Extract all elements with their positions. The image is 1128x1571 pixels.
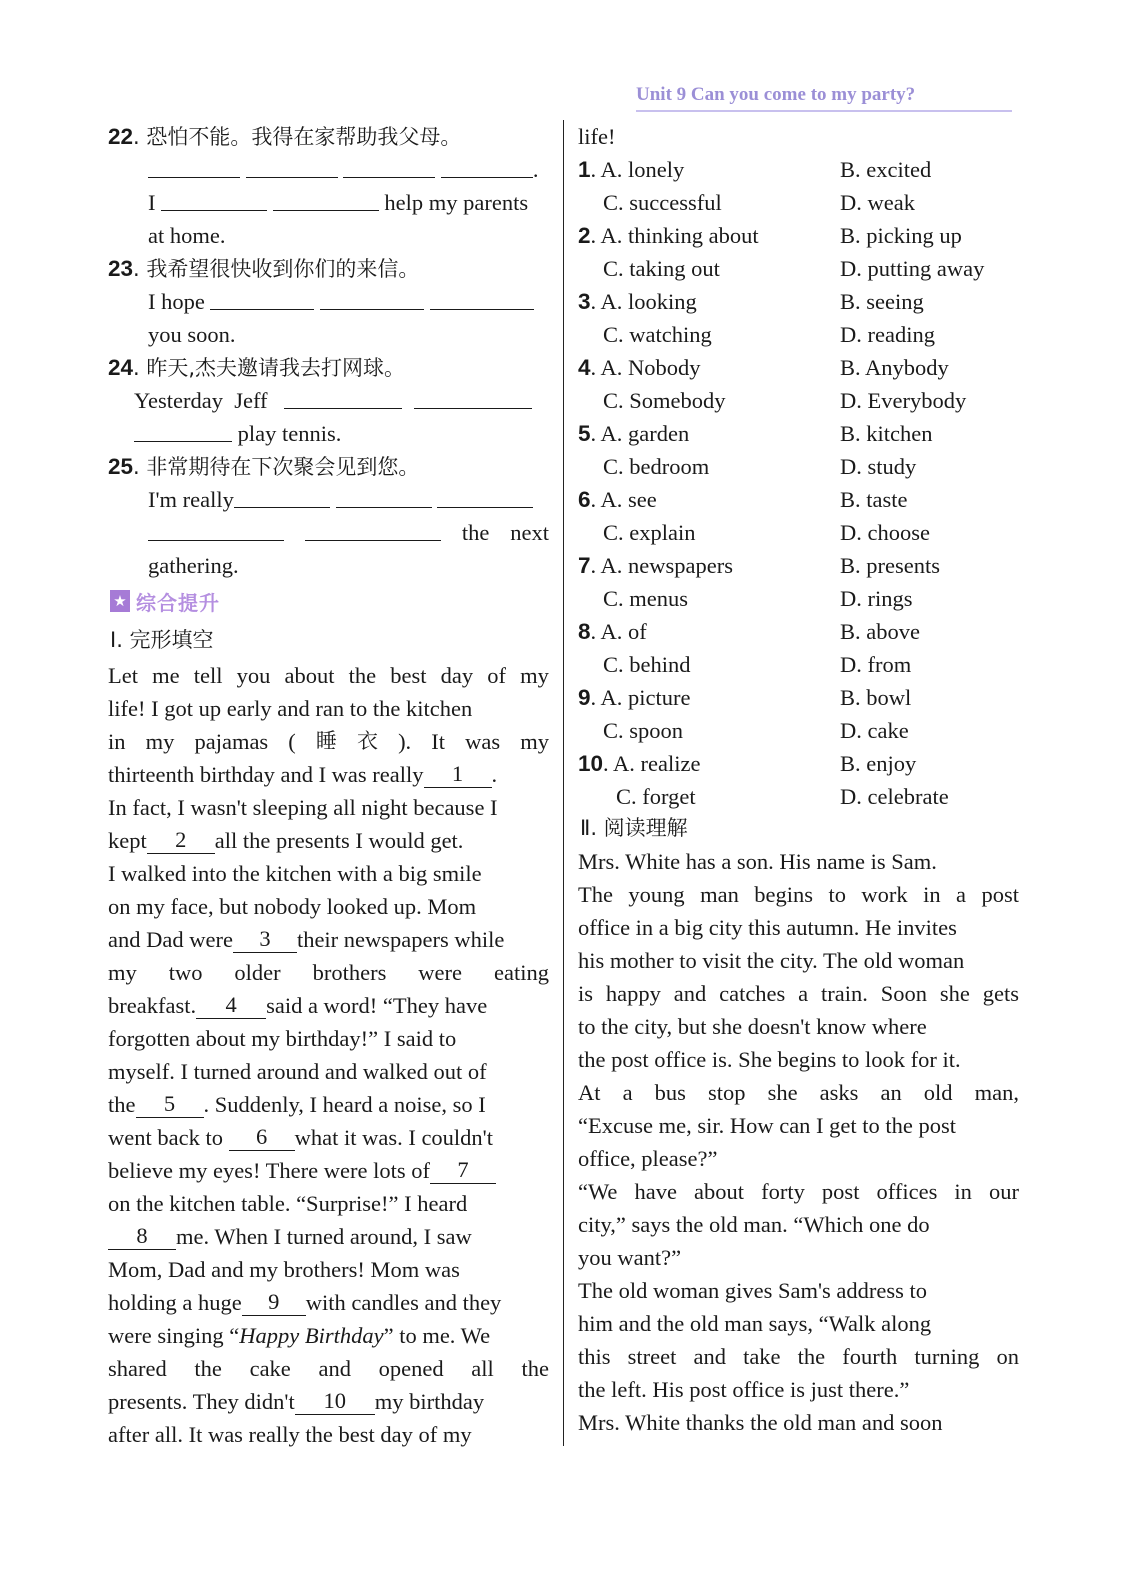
answer-blank[interactable] [234, 483, 330, 508]
option-b[interactable]: B. picking up [840, 223, 962, 248]
answer-blank[interactable] [148, 516, 284, 541]
reading-line: you want?” [578, 1245, 682, 1270]
reading-line: his mother to visit the city. The old woman [578, 948, 965, 973]
section-banner [110, 586, 220, 616]
option-b[interactable]: B. taste [840, 487, 908, 512]
answer-blank[interactable] [305, 516, 441, 541]
banner-text: 综合提升 [136, 590, 220, 615]
answer-blank[interactable] [273, 186, 379, 211]
cloze-heading: Ⅰ. 完形填空 [110, 628, 214, 652]
reading-line: office, please?” [578, 1146, 718, 1171]
cloze-blank-4[interactable]: 4 [196, 992, 266, 1019]
q23-prompt: 23. 我希望很快收到你们的来信。 [108, 256, 420, 281]
cloze-line-23: presents. They didn't 10 my birthday [108, 1388, 485, 1414]
cloze-line-5: In fact, I wasn't sleeping all night because I [108, 795, 498, 820]
cloze-line-4: thirteenth birthday and I was really 1 . [108, 761, 498, 787]
option-a[interactable]: A. picture [600, 685, 691, 710]
option-c[interactable]: C. forget [616, 784, 696, 809]
unit-title: Unit 9 Can you come to my party? [636, 84, 1012, 112]
cloze-line-18: 8 me. When I turned around, I saw [108, 1220, 472, 1253]
answer-blank[interactable] [430, 285, 534, 310]
option-row-8-ab: 8. A. of [578, 619, 647, 644]
option-a[interactable]: A. realize [613, 751, 701, 776]
option-d[interactable]: D. Everybody [840, 388, 967, 413]
cloze-line-11: breakfast. 4 said a word! “They have [108, 992, 488, 1018]
option-b[interactable]: B. Anybody [840, 355, 949, 380]
option-row-2-ab: 2. A. thinking about [578, 223, 759, 248]
option-b[interactable]: B. presents [840, 553, 940, 578]
cloze-blank-10[interactable]: 10 [295, 1388, 375, 1415]
answer-blank[interactable] [134, 417, 232, 442]
option-c[interactable]: C. behind [603, 652, 691, 677]
cloze-line-6: kept 2 all the presents I would get. [108, 827, 464, 853]
reading-line: Mrs. White thanks the old man and soon [578, 1410, 943, 1435]
reading-line: him and the old man says, “Walk along [578, 1311, 932, 1336]
cloze-line-20: holding a huge 9 with candles and they [108, 1289, 502, 1315]
option-c[interactable]: C. watching [603, 322, 712, 347]
answer-blank[interactable] [284, 384, 402, 409]
q22-line3: at home. [148, 223, 226, 248]
option-a[interactable]: A. see [600, 487, 657, 512]
option-a[interactable]: A. newspapers [600, 553, 733, 578]
reading-line: the post office is. She begins to look for it. [578, 1047, 961, 1072]
option-b[interactable]: B. bowl [840, 685, 912, 710]
cloze-blank-3[interactable]: 3 [233, 926, 297, 953]
q22-line2: I help my parents [148, 186, 528, 219]
q23-line1: I hope [148, 285, 534, 318]
reading-line: this street and take the fourth turning on [578, 1344, 1019, 1369]
option-d[interactable]: D. cake [840, 718, 909, 743]
option-c[interactable]: C. bedroom [603, 454, 710, 479]
reading-line: “We have about forty post offices in our [578, 1179, 1019, 1204]
star-icon: ★ [110, 590, 130, 612]
option-d[interactable]: D. reading [840, 322, 935, 347]
answer-blank[interactable] [210, 285, 314, 310]
answer-blank[interactable] [336, 483, 432, 508]
option-a[interactable]: A. of [600, 619, 647, 644]
reading-line: office in a big city this autumn. He invites [578, 915, 957, 940]
cloze-line-16: believe my eyes! There were lots of 7 [108, 1154, 496, 1187]
cloze-line-9: and Dad were 3 their newspapers while [108, 926, 505, 952]
option-c[interactable]: C. successful [603, 190, 722, 215]
reading-line: The old woman gives Sam's address to [578, 1278, 928, 1303]
q25-line1: I'm really [148, 483, 533, 516]
option-a[interactable]: A. garden [600, 421, 690, 446]
cloze-line-12: forgotten about my birthday!” I said to [108, 1026, 457, 1051]
cloze-line-7: I walked into the kitchen with a big smile [108, 861, 482, 886]
option-b[interactable]: B. above [840, 619, 920, 644]
cloze-blank-6[interactable]: 6 [229, 1124, 295, 1151]
cloze-line-22: shared the cake and opened all the [108, 1356, 549, 1381]
cloze-blank-9[interactable]: 9 [242, 1289, 306, 1316]
answer-blank[interactable] [343, 153, 435, 178]
q22-answer-line: . [148, 153, 539, 186]
reading-line: The young man begins to work in a post [578, 882, 1019, 907]
option-d[interactable]: D. from [840, 652, 912, 677]
cloze-line-3: in my pajamas ( 睡 衣 ). It was my [108, 729, 549, 754]
answer-blank[interactable] [320, 285, 424, 310]
option-b[interactable]: B. enjoy [840, 751, 917, 776]
option-d[interactable]: D. study [840, 454, 917, 479]
option-row-5-ab: 5. A. garden [578, 421, 690, 446]
answer-blank[interactable] [148, 153, 240, 178]
column-divider [563, 120, 564, 1446]
reading-line: to the city, but she doesn't know where [578, 1014, 927, 1039]
cloze-line-17: on the kitchen table. “Surprise!” I heard [108, 1191, 468, 1216]
reading-line: “Excuse me, sir. How can I get to the post [578, 1113, 957, 1138]
cloze-line-14: the 5 . Suddenly, I heard a noise, so I [108, 1091, 486, 1117]
option-row-3-ab: 3. A. looking [578, 289, 697, 314]
q23-line2: you soon. [148, 322, 236, 347]
answer-blank[interactable] [246, 153, 338, 178]
option-d[interactable]: D. celebrate [840, 784, 949, 809]
option-row-6-ab: 6. A. see [578, 487, 657, 512]
cloze-continuation: life! [578, 124, 616, 149]
q24-prompt: 24. 昨天,杰夫邀请我去打网球。 [108, 355, 406, 380]
cloze-line-19: Mom, Dad and my brothers! Mom was [108, 1257, 460, 1282]
cloze-line-15: went back to 6 what it was. I couldn't [108, 1124, 493, 1150]
option-row-9-ab: 9. A. picture [578, 685, 691, 710]
option-d[interactable]: D. weak [840, 190, 915, 215]
option-row-10-ab: 10. A. realize [578, 751, 701, 776]
reading-line: At a bus stop she asks an old man, [578, 1080, 1019, 1105]
q25-line2: the next [148, 516, 549, 549]
cloze-line-24: after all. It was really the best day of my [108, 1422, 472, 1447]
cloze-line-1: Let me tell you about the best day of my [108, 663, 549, 688]
reading-heading: Ⅱ. 阅读理解 [580, 816, 688, 840]
option-c[interactable]: C. taking out [603, 256, 720, 281]
option-d[interactable]: D. choose [840, 520, 930, 545]
option-a[interactable]: A. thinking about [600, 223, 759, 248]
option-d[interactable]: D. rings [840, 586, 913, 611]
cloze-blank-7[interactable]: 7 [430, 1157, 496, 1184]
q25-line3: gathering. [148, 553, 239, 578]
option-a[interactable]: A. Nobody [600, 355, 701, 380]
answer-blank[interactable] [161, 186, 267, 211]
option-a[interactable]: A. looking [600, 289, 697, 314]
cloze-line-13: myself. I turned around and walked out of [108, 1059, 487, 1084]
option-row-4-ab: 4. A. Nobody [578, 355, 701, 380]
reading-line: city,” says the old man. “Which one do [578, 1212, 930, 1237]
cloze-line-21: were singing “Happy Birthday” to me. We [108, 1323, 491, 1348]
option-b[interactable]: B. kitchen [840, 421, 933, 446]
cloze-line-10: my two older brothers were eating [108, 960, 549, 985]
q24-line1: Yesterday Jeff [134, 384, 532, 417]
option-b[interactable]: B. seeing [840, 289, 924, 314]
option-c[interactable]: C. spoon [603, 718, 684, 743]
q22-prompt: 22. 恐怕不能。我得在家帮助我父母。 [108, 124, 462, 149]
reading-line: the left. His post office is just there.” [578, 1377, 910, 1402]
option-a[interactable]: A. lonely [600, 157, 685, 182]
answer-blank[interactable] [437, 483, 533, 508]
cloze-line-8: on my face, but nobody looked up. Mom [108, 894, 477, 919]
option-d[interactable]: D. putting away [840, 256, 985, 281]
reading-line: is happy and catches a train. Soon she gets [578, 981, 1019, 1006]
answer-blank[interactable] [441, 153, 533, 178]
option-c[interactable]: C. Somebody [603, 388, 726, 413]
cloze-blank-5[interactable]: 5 [136, 1091, 204, 1118]
cloze-blank-2[interactable]: 2 [147, 827, 215, 854]
option-c[interactable]: C. menus [603, 586, 689, 611]
q24-line2: play tennis. [134, 417, 341, 450]
cloze-blank-1[interactable]: 1 [424, 761, 492, 788]
cloze-blank-8[interactable]: 8 [108, 1223, 176, 1250]
answer-blank[interactable] [414, 384, 532, 409]
reading-line: Mrs. White has a son. His name is Sam. [578, 849, 937, 874]
cloze-line-2: life! I got up early and ran to the kitchen [108, 696, 473, 721]
option-row-1-ab: 1. A. lonely [578, 157, 685, 182]
option-row-7-ab: 7. A. newspapers [578, 553, 733, 578]
option-c[interactable]: C. explain [603, 520, 696, 545]
q25-prompt: 25. 非常期待在下次聚会见到您。 [108, 454, 420, 479]
option-b[interactable]: B. excited [840, 157, 932, 182]
